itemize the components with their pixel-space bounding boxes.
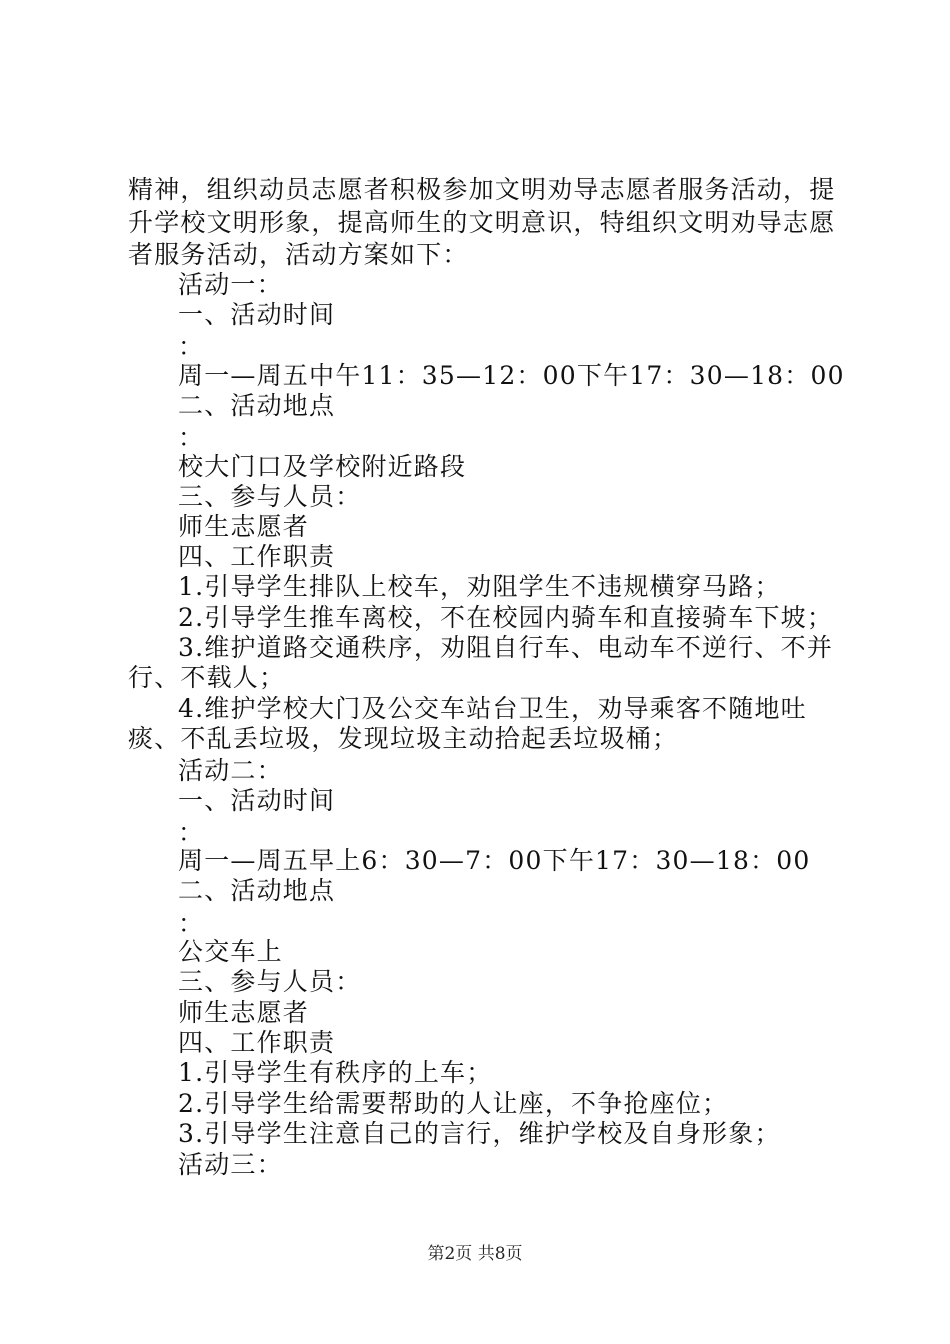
activity-1-heading: 活动一： — [178, 270, 283, 299]
activity-2-duty-2: 2.引导学生给需要帮助的人让座，不争抢座位； — [178, 1089, 729, 1118]
activity-1-duty-1: 1.引导学生排队上校车，劝阻学生不违规横穿马路； — [178, 572, 781, 601]
intro-text: 精神，组织动员志愿者积极参加文明劝导志愿者服务活动，提升学校文明形象，提高师生的文明意识，特组织文明劝导志愿者服务活动，活动方案如下： — [128, 175, 836, 269]
activity-1-time-heading: 一、活动时间 — [178, 300, 336, 329]
activity-2-time-heading: 一、活动时间 — [178, 786, 336, 815]
activity-1-duty-4 — [128, 694, 838, 754]
activity-1-time: 周一—周五中午11：35—12：00下午17：30—18：00 — [178, 361, 845, 390]
activity-2-heading: 活动二： — [178, 756, 283, 785]
activity-1-people-heading: 三、参与人员： — [178, 482, 362, 511]
activity-2-place: 公交车上 — [178, 937, 283, 966]
activity-2-time: 周一—周五早上6：30—7：00下午17：30—18：00 — [178, 846, 811, 875]
activity-2-duty-3: 3.引导学生注意自己的言行，维护学校及自身形象； — [178, 1119, 781, 1148]
activity-1-place-colon: ： — [178, 423, 205, 452]
page-number-footer: 第2页 共8页 — [427, 1244, 523, 1264]
activity-2-time-colon: ： — [178, 818, 205, 847]
activity-1-duty-3-text: 3.维护道路交通秩序，劝阻自行车、电动车不逆行、不并行、不载人； — [128, 633, 834, 692]
activity-1-place-heading: 二、活动地点 — [178, 391, 336, 420]
activity-1-time-colon: ： — [178, 332, 205, 361]
activity-1-duty-4-text: 4.维护学校大门及公交车站台卫生，劝导乘客不随地吐痰、不乱丢垃圾，发现垃圾主动拾起丢垃圾桶； — [128, 694, 807, 753]
activity-2-place-colon: ： — [178, 909, 205, 938]
activity-2-place-heading: 二、活动地点 — [178, 876, 336, 905]
activity-2-duty-1: 1.引导学生有秩序的上车； — [178, 1058, 493, 1087]
activity-1-people: 师生志愿者 — [178, 512, 310, 541]
activity-1-duty-heading: 四、工作职责 — [178, 542, 336, 571]
activity-1-duty-2: 2.引导学生推车离校，不在校园内骑车和直接骑车下坡； — [178, 603, 834, 632]
activity-1-duty-3 — [128, 633, 838, 693]
intro-paragraph — [128, 174, 838, 272]
activity-3-heading: 活动三： — [178, 1150, 283, 1179]
activity-2-people: 师生志愿者 — [178, 998, 310, 1027]
activity-1-place: 校大门口及学校附近路段 — [178, 452, 467, 481]
activity-2-people-heading: 三、参与人员： — [178, 967, 362, 996]
activity-2-duty-heading: 四、工作职责 — [178, 1028, 336, 1057]
